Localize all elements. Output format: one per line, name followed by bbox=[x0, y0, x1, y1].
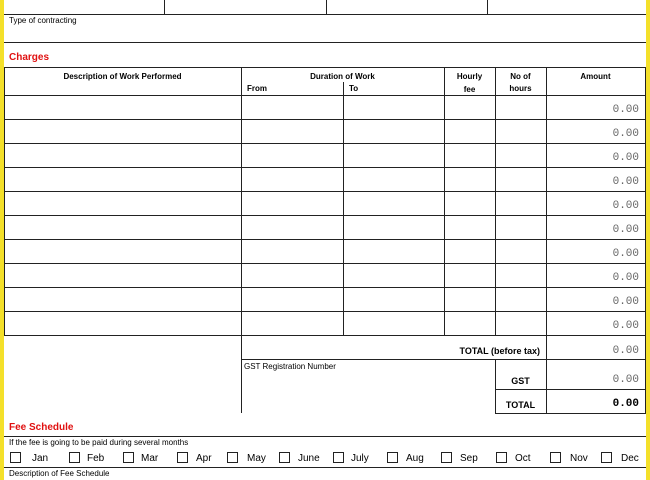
row-amount[interactable]: 0.00 bbox=[612, 128, 639, 140]
checkbox-july[interactable] bbox=[333, 452, 344, 463]
table-line bbox=[4, 67, 646, 68]
checkbox-june[interactable] bbox=[279, 452, 290, 463]
table-line bbox=[4, 263, 646, 264]
row-amount[interactable]: 0.00 bbox=[612, 176, 639, 188]
table-line bbox=[4, 67, 5, 335]
table-line bbox=[4, 143, 646, 144]
total-before-tax-label: TOTAL (before tax) bbox=[459, 346, 540, 356]
fee-line bbox=[4, 436, 646, 437]
row-amount[interactable]: 0.00 bbox=[612, 272, 639, 284]
month-label: Sep bbox=[460, 453, 478, 464]
top-divider bbox=[487, 0, 488, 14]
table-line bbox=[4, 335, 646, 336]
month-label: Apr bbox=[196, 453, 212, 464]
row-amount[interactable]: 0.00 bbox=[612, 320, 639, 332]
table-line bbox=[241, 67, 242, 413]
table-line bbox=[241, 359, 646, 360]
table-line bbox=[4, 167, 646, 168]
row-amount[interactable]: 0.00 bbox=[612, 152, 639, 164]
checkbox-jan[interactable] bbox=[10, 452, 21, 463]
charges-title: Charges bbox=[9, 52, 50, 63]
table-line bbox=[546, 67, 547, 413]
checkbox-feb[interactable] bbox=[69, 452, 80, 463]
top-divider bbox=[164, 0, 165, 14]
month-label: Jan bbox=[32, 453, 49, 464]
fee-line bbox=[4, 467, 646, 468]
checkbox-may[interactable] bbox=[227, 452, 238, 463]
fee-schedule-title: Fee Schedule bbox=[9, 422, 74, 433]
checkbox-oct[interactable] bbox=[496, 452, 507, 463]
gst-label: GST bbox=[511, 376, 530, 386]
row-amount[interactable]: 0.00 bbox=[612, 296, 639, 308]
table-line bbox=[4, 95, 646, 96]
table-line bbox=[4, 239, 646, 240]
fee-schedule-note: If the fee is going to be paid during several months bbox=[9, 438, 189, 447]
month-label: Feb bbox=[87, 453, 105, 464]
table-line bbox=[4, 311, 646, 312]
checkbox-sep[interactable] bbox=[441, 452, 452, 463]
table-line bbox=[495, 67, 496, 335]
type-of-contracting-label: Type of contracting bbox=[9, 16, 77, 25]
header-duration: Duration of Work bbox=[310, 72, 375, 81]
checkbox-apr[interactable] bbox=[177, 452, 188, 463]
table-line bbox=[343, 82, 344, 335]
table-line bbox=[495, 413, 646, 414]
header-hours-line2: hours bbox=[509, 84, 532, 93]
gst-registration-field[interactable] bbox=[242, 372, 494, 412]
table-line bbox=[4, 119, 646, 120]
month-label: May bbox=[247, 453, 266, 464]
table-line bbox=[4, 215, 646, 216]
type-of-contracting-field[interactable] bbox=[4, 14, 646, 42]
header-hourly-fee-line1: Hourly bbox=[456, 72, 483, 81]
invoice-form bbox=[4, 0, 646, 480]
month-label: June bbox=[298, 453, 320, 464]
checkbox-mar[interactable] bbox=[123, 452, 134, 463]
header-to: To bbox=[349, 84, 359, 93]
top-divider bbox=[326, 0, 327, 14]
table-line bbox=[495, 389, 646, 390]
checkbox-dec[interactable] bbox=[601, 452, 612, 463]
total-before-tax-value: 0.00 bbox=[612, 345, 639, 357]
checkbox-nov[interactable] bbox=[550, 452, 561, 463]
total-label: TOTAL bbox=[505, 400, 536, 410]
header-hours-line1: No of bbox=[510, 72, 531, 81]
gst-value: 0.00 bbox=[612, 374, 639, 386]
month-label: July bbox=[351, 453, 369, 464]
checkbox-aug[interactable] bbox=[387, 452, 398, 463]
header-amount: Amount bbox=[580, 72, 611, 81]
row-amount[interactable]: 0.00 bbox=[612, 200, 639, 212]
section-divider bbox=[4, 42, 646, 43]
gst-registration-label: GST Registration Number bbox=[244, 362, 336, 371]
row-amount[interactable]: 0.00 bbox=[612, 104, 639, 116]
month-label: Oct bbox=[515, 453, 531, 464]
month-label: Mar bbox=[141, 453, 159, 464]
month-label: Aug bbox=[406, 453, 424, 464]
header-from: From bbox=[247, 84, 267, 93]
month-label: Dec bbox=[621, 453, 639, 464]
header-hourly-fee-line2: fee bbox=[463, 85, 476, 94]
table-line bbox=[444, 67, 445, 335]
row-amount[interactable]: 0.00 bbox=[612, 248, 639, 260]
table-line bbox=[4, 287, 646, 288]
fee-schedule-description-label: Description of Fee Schedule bbox=[9, 469, 110, 478]
header-description: Description of Work Performed bbox=[63, 72, 182, 81]
table-line bbox=[4, 191, 646, 192]
total-value: 0.00 bbox=[612, 398, 639, 410]
month-label: Nov bbox=[570, 453, 588, 464]
row-amount[interactable]: 0.00 bbox=[612, 224, 639, 236]
table-line bbox=[645, 67, 646, 413]
